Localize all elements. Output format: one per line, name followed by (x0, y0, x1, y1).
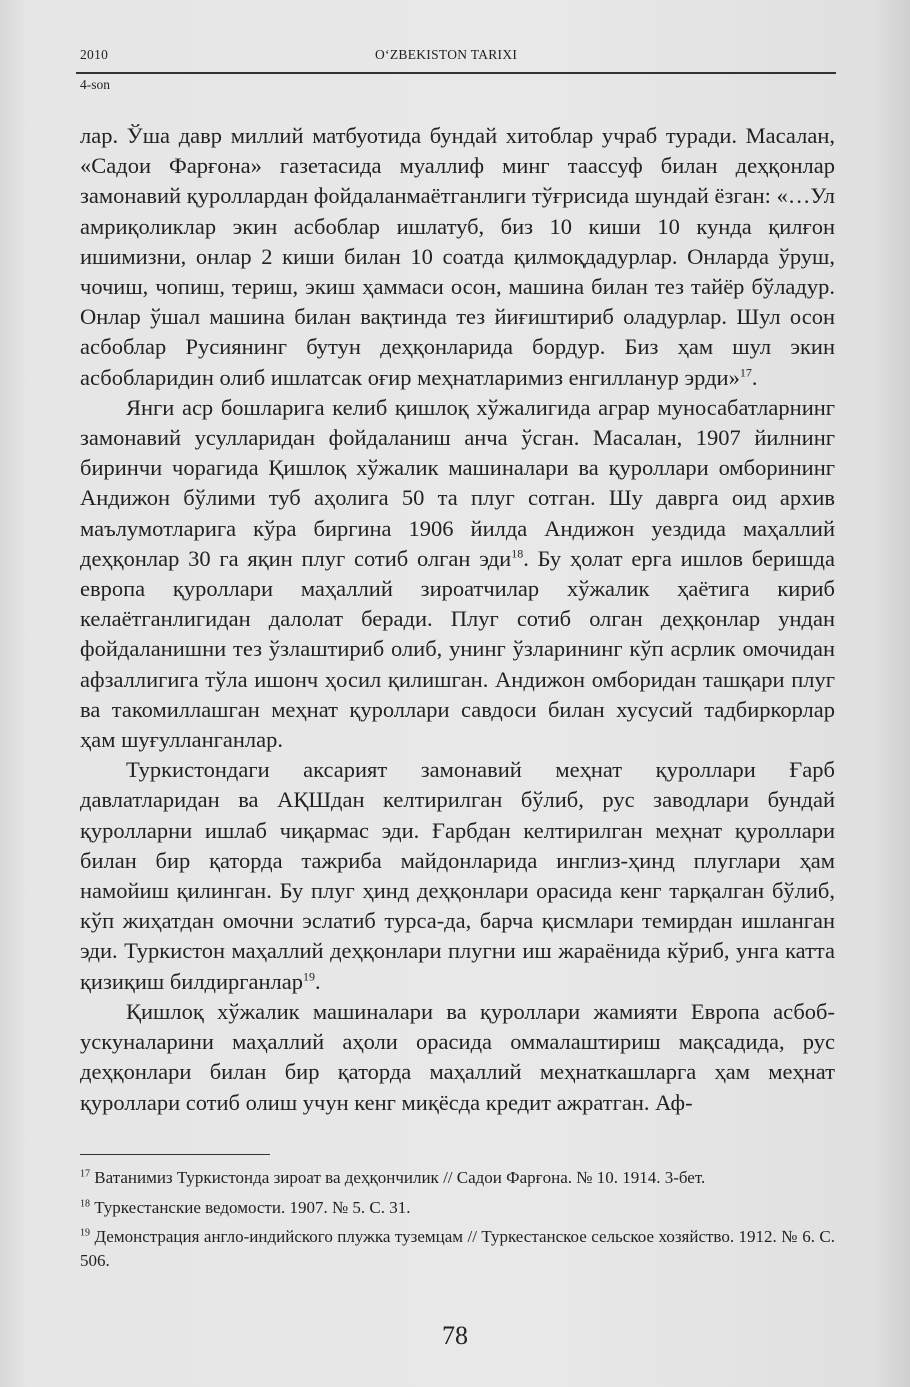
footnote-number: 19 (80, 1227, 90, 1239)
article-body (80, 121, 835, 1118)
footnotes (80, 1166, 835, 1278)
footnote-ref-18: 18 (511, 546, 524, 561)
paragraph-text: Туркистондаги аксарият замонавий меҳнат қуроллари Ғарб давлатларидан ва АҚШдан келтирилган бўлиб, рус заводлари бундай қуролларни ишлаб чиқармас эди. Ғарбдан келтирилган меҳнат қуроллари билан бир қаторда тажриба майдонларида инглиз-ҳинд плуглари ҳам намойиш қилинган. Бу плуг ҳинд деҳқонлари орасида кенг тарқалган бўлиб, кўп жиҳатдан омочни эслатиб турса-да, барча қисмлари темирдан ишланган эди. Туркистон маҳаллий деҳқонлари плугни иш жараёнида кўриб, унга катта қизиқиш билдирганлар (80, 757, 835, 994)
running-head (80, 47, 835, 67)
footnote-number: 18 (80, 1197, 90, 1209)
footnote-text: Ватанимиз Туркистонда зироат ва деҳқончилик // Садои Фарғона. № 10. 1914. 3-бет. (94, 1168, 706, 1187)
paragraph-text: . (315, 968, 321, 994)
paragraph-text: . (751, 364, 758, 390)
header-rule (76, 72, 836, 74)
header-year: 2010 (80, 47, 109, 62)
footnote-separator (80, 1154, 270, 1155)
footnote-19 (80, 1225, 835, 1272)
page-number: 78 (442, 1321, 468, 1350)
paragraph-text: . Бу ҳолат ерга ишлов беришда европа қуроллари маҳаллий зироатчилар хўжалик ҳаётига кириб келаётганлигидан далолат беради. Плуг сотиб олган деҳқонлар ундан фойдаланишни тез ўзлаштириб олиб, унинг ўзларининг кўп асрлик омочидан афзаллигига тўла ишонч ҳосил қилишган. Андижон омборидан ташқари плуг ва такомиллашган меҳнат қуроллари савдоси билан хусусий тадбиркорлар ҳам шуғулланганлар. (80, 545, 835, 753)
paragraph-4 (80, 997, 835, 1118)
paragraph-text: Янги аср бошларига келиб қишлоқ хўжалигида аграр муносабатларнинг замонавий усулларидан фойдаланиш анча ўсган. Масалан, 1907 йилнинг биринчи чорагида Қишлоқ хўжалик машиналари ва қуроллари омборининг Андижон бўлими туб аҳолига 50 та плуг сотган. Шу даврга оид архив маълумотларига кўра биргина 1906 йилда Андижон уездида маҳаллий деҳқонлар 30 га яқин плуг сотиб олган эди (80, 394, 835, 571)
footnote-number: 17 (80, 1168, 90, 1180)
paragraph-text: Қишлоқ хўжалик машиналари ва қуроллари жамияти Европа асбоб-ускуналарини маҳаллий аҳоли орасида оммалаштириш мақсадида, рус деҳқонлари билан бир қаторда маҳаллий меҳнаткашларга ҳам меҳнат қуроллари сотиб олиш учун кенг миқёсда кредит ажратган. Аф- (80, 998, 835, 1115)
paragraph-text: лар. Ўша давр миллий матбуотида бундай хитоблар учраб туради. Масалан, «Садои Фарғона» газетасида муаллиф минг таассуф билан деҳқонлар замонавий қуроллардан фойдаланмаётганлиги тўғрисида шундай ёзган: «…Ул амриқоликлар экин асбоблар ишлатуб, биз 10 киши 10 кунда қилғон ишимизни, онлар 2 киши билан 10 соатда қилмоқдадурлар. Онларда ўруш, чочиш, чопиш, териш, экиш ҳаммаси осон, машина билан тез тайёр бўладур. Онлар ўшал машина билан вақтинда тез йиғиштириб оладурлар. Шул осон асбоблар Русиянинг бутун деҳқонларида бордур. Биз ҳам шул экин асбобларидин олиб ишлатсак оғир меҳнатларимиз енгилланур эрди» (80, 123, 835, 390)
footnote-17 (80, 1166, 835, 1190)
header-journal-title: O‘ZBEKISTON TARIXI (375, 47, 518, 62)
header-issue: 4-son (80, 77, 110, 92)
footnote-ref-17: 17 (739, 365, 752, 380)
paragraph-3 (80, 755, 835, 997)
paragraph-1 (80, 121, 835, 393)
footnote-text: Демонстрация англо-индийского плужка туземцам // Туркестанское сельское хозяйство. 1912. № 6. С. 506. (80, 1227, 836, 1270)
footnote-text: Туркестанские ведомости. 1907. № 5. С. 31. (94, 1197, 411, 1217)
paragraph-2 (80, 393, 835, 755)
footnote-ref-19: 19 (303, 969, 316, 984)
footnote-18 (80, 1196, 835, 1220)
